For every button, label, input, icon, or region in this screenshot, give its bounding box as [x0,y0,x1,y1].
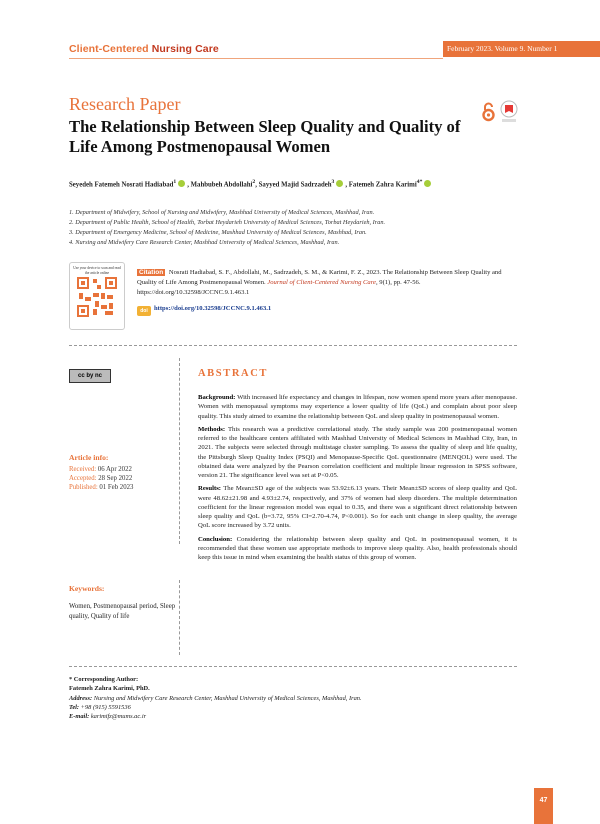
tel-label: Tel: [69,703,80,711]
open-access-icon [482,102,495,122]
received-value: 06 Apr 2022 [96,466,132,473]
author-sup: 4* [416,179,423,185]
accepted-date [69,474,133,483]
corresponding-head: * Corresponding Author: [69,676,139,683]
column-divider [179,580,180,655]
results-text: The Mean±SD age of the subjects was 53.92±6.13 years. Their Mean±SD scores of sleep quality and QoL were 48.62±21.98 and 4.93±2.74, respectively, and 37% of women had sleep disorders. The multiple determination coefficient for the linear regression model was equal to 0.35, and there was a significant direct relationship between sleep quality and QoL (b=3.72, 95% CI=2.70-4.74, P<0.001). So for each unit change in sleep quality, the average QoL score increased by 3.72 units. [198,485,517,530]
journal-name-part1: Client-Centered [69,43,152,55]
keywords-text: Women, Postmenopausal period, Sleep quality, Quality of life [69,603,176,620]
qr-code-box[interactable] [69,262,125,330]
orcid-icon[interactable] [178,180,185,187]
citation-tail: , 9(1), pp. 47-56. https://doi.org/10.32598/JCCNC.9.1.463.1 [137,278,421,296]
abstract-background [198,393,517,421]
author-sup: 3 [331,179,335,185]
column-divider [179,358,180,544]
affiliation-item: 2. Department of Public Health, School of Health, Torbat Heydarieh University of Medical Sciences, Torbat Heydarieh, Iran. [69,219,386,226]
author-list: Seyedeh Fatemeh Nosrati Hadiabad$^1$ , Mahbubeh Abdollahi$^2$, Sayyed Majid Sadrzadeh$^3$ , Fatemeh Zahra Karimi$^{4*}$ [69,179,433,188]
citation-journal-link[interactable]: Journal of Client-Centered Nursing Care [267,278,376,286]
abstract-conclusion [198,535,517,563]
accepted-value: 28 Sep 2022 [96,475,133,482]
doi-link[interactable]: https://doi.org/10.32598/JCCNC.9.1.463.1 [154,305,272,312]
address-value: Nursing and Midwifery Care Research Center, Mashhad University of Medical Sciences, Mashhad, Iran. [92,694,362,702]
article-info [69,465,133,492]
crossmark-icon[interactable] [500,100,518,124]
author-name[interactable]: Fatemeh Zahra Karimi [348,181,417,189]
address-label: Address: [69,694,93,702]
conclusion-label: Conclusion: [198,535,233,543]
received-label: Received: [69,466,97,473]
author-name[interactable]: Sayyed Majid Sadrzadeh [258,181,332,189]
header-rule [69,58,443,59]
orcid-icon[interactable] [424,180,431,187]
journal-name [69,43,219,55]
background-text: With increased life expectancy and changes in lifespan, now women spend more years after menopause. Women with menopausal symptoms may experience a lower quality of life (QoL) and complain about poor sleep quality. This study aimed to examine the relationship between QoL and sleep quality in postmenopausal women. [198,394,517,420]
issue-info: February 2023. Volume 9. Number 1 [443,41,600,57]
abstract-body [198,393,517,566]
abstract-results [198,484,517,530]
conclusion-text: Considering the relationship between sleep quality and QoL in postmenopausal women, it is recommended that these women use appropriate methods to improve sleep quality. Also, health professionals should keep this issue in mind when examining the health status of this group of women. [198,535,517,561]
article-info-title: Article info: [69,453,109,462]
orcid-icon[interactable] [336,180,343,187]
divider [69,345,517,346]
received-date [69,465,133,474]
page-number: 47 [534,788,553,824]
corresponding-address [69,694,362,703]
results-label: Results: [198,485,222,493]
accepted-label: Accepted: [69,475,97,482]
published-value: 01 Feb 2023 [97,484,134,491]
journal-name-part2: Nursing Care [151,43,219,55]
affiliation-item: 3. Department of Emergency Medicine, School of Medicine, Mashhad University of Medical Sciences, Mashhad, Iran. [69,229,367,236]
qr-code-icon [77,277,117,317]
qr-caption: Use your device to scan and read the article online [73,266,121,275]
doi-row [137,305,271,316]
abstract-title: ABSTRACT [198,368,268,379]
affiliation-item: 4. Nursing and Midwifery Care Research Center, Mashhad University of Medical Sciences, Mashhad, Iran. [69,239,340,246]
article-title: The Relationship Between Sleep Quality and Quality of Life Among Postmenopausal Women [69,117,461,156]
abstract-methods [198,425,517,481]
published-date [69,483,133,492]
doi-icon: doi [137,306,151,316]
affiliations [69,208,385,248]
corresponding-author [69,675,362,721]
author-sup: 2 [252,179,256,185]
author-name[interactable]: Mahbubeh Abdollahi [190,181,253,189]
author-name[interactable]: Seyedeh Fatemeh Nosrati Hadiabad [69,181,174,189]
email-label: E-mail: [69,713,90,721]
corresponding-email [69,712,362,721]
author-sup: 1 [173,179,177,185]
affiliation-item: 1. Department of Midwifery, School of Nursing and Midwifery, Mashhad University of Medical Sciences, Mashhad, Iran. [69,209,375,216]
methods-text: This research was a predictive correlational study. The study sample was 200 postmenopausal women referred to the healthcare centers affiliated with Mashhad University of Medical Sciences in Mashhad City, Iran, in 2021. The subjects were selected through multistage cluster sampling. To assess the quality of sleep and life quality, the Pittsburgh Sleep Quality Index (PSQI) and Menopause-Specific QoL questionnaire (MENQOL) were used. The obtained data were analyzed by the Pearson correlation coefficient and multiple linear regression in SPSS software, version 21. The significance level was set at P<0.05. [198,425,517,479]
corresponding-name: Fatemeh Zahra Karimi, PhD. [69,685,150,693]
citation-tag: Citation [139,269,164,276]
keywords-title: Keywords: [69,584,105,593]
methods-label: Methods: [198,425,226,433]
cc-license-badge[interactable]: cc by nc [69,369,111,383]
citation [137,268,517,297]
citation-text: Nosrati Hadiabad, S. F., Abdollahi, M., Sadrzadeh, S. M., & Karimi, F. Z., 2023. The Relationship Between Sleep Quality and Quality of Life Among Postmenopausal Women. [137,269,502,286]
background-label: Background: [198,394,236,401]
divider [69,666,517,667]
tel-value: +98 (915) 5591536 [79,703,131,711]
published-label: Published: [69,484,98,491]
section-label: Research Paper [69,94,181,114]
corresponding-tel [69,703,362,712]
email-value[interactable]: karimifz@mums.ac.ir [89,713,147,721]
